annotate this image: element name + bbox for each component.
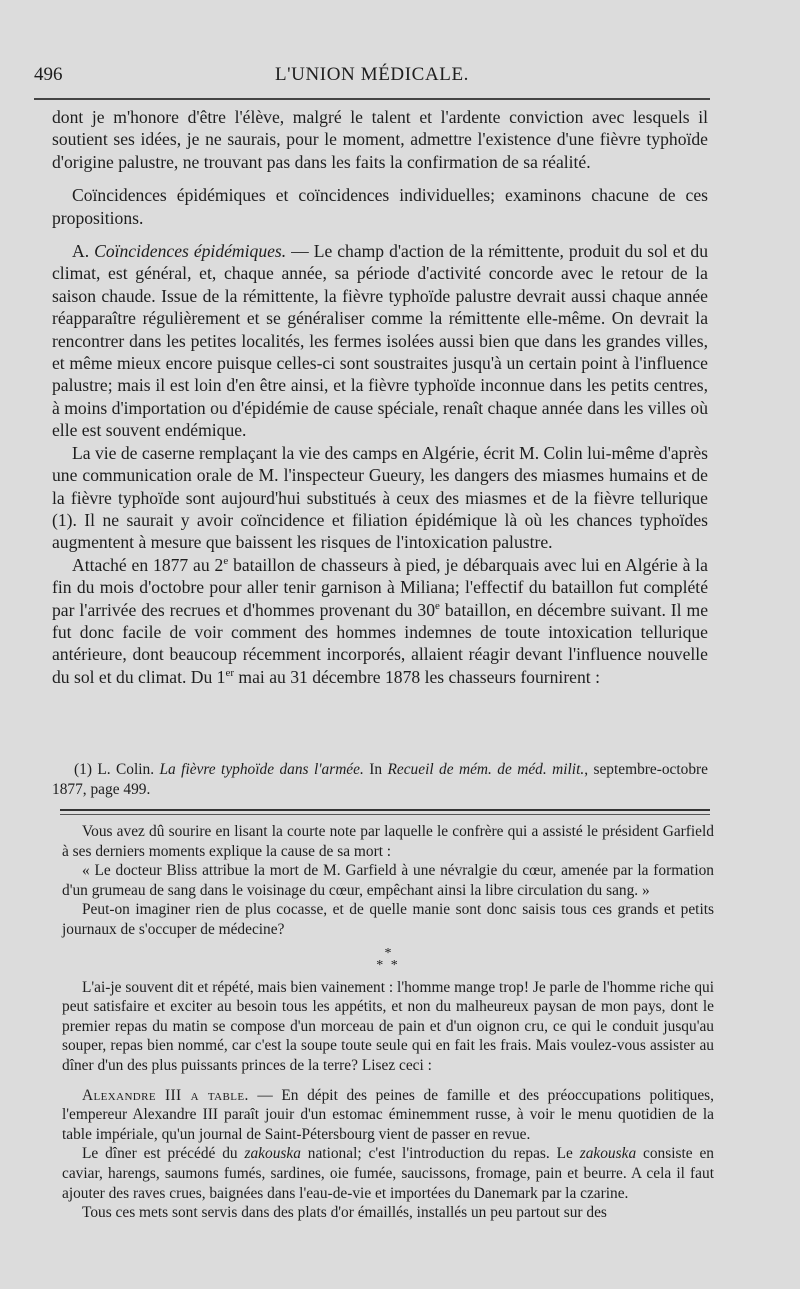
footnote-text-part: In	[363, 761, 388, 778]
footnote-title: La fièvre typhoïde dans l'armée.	[159, 761, 364, 778]
paragraph: L'ai-je souvent dit et répété, mais bien vainement : l'homme mange trop! Je parle de l'homme riche qui peut satisfaire et exciter au besoin tous les appétits, et non du malheureux paysan de mon pays, dont le premier repas du matin se compose d'un morceau de pain et d'un oignon cru, ce qui le conduit jusqu'au souper, repas bien nommé, car c'est la soupe toute seule qui en fait les frais. Mais voulez-vous assister au dîner d'un des plus puissants princes de la terre? Lisez ceci :	[62, 978, 714, 1074]
paragraph	[62, 1086, 714, 1145]
paragraph	[52, 554, 708, 688]
footnote	[52, 760, 708, 799]
paragraph: Peut-on imaginer rien de plus cocasse, et de quelle manie sont donc saisis tous ces grands et petits journaux de s'occuper de médecine?	[62, 901, 714, 938]
page-number: 496	[34, 64, 63, 85]
asterism-bottom: * *	[376, 957, 400, 973]
paragraph: Tous ces mets sont servis dans des plats d'or émaillés, installés un peu partout sur des	[82, 1204, 607, 1222]
section-heading: Coïncidences épidémiques.	[94, 241, 287, 262]
main-text	[52, 106, 708, 688]
paragraph-text: bataillon de chasseurs à pied, je débarquais avec lui en Algérie à la fin du mois d'octobre pour aller tenir garnison à Miliana; l'effectif du bataillon fut complété par l'arrivée des recrues et d'hommes provenant du 30	[52, 554, 708, 620]
header-rule	[34, 98, 710, 100]
footnote-ref: (1) L. Colin.	[74, 761, 160, 778]
superscript: er	[225, 666, 235, 679]
paragraph-text: Le dîner est précédé du	[82, 1145, 245, 1163]
footnote-source: Recueil de mém. de méd. milit.	[387, 761, 585, 778]
asterism-top: *	[384, 945, 392, 961]
asterism	[62, 945, 714, 973]
italic-term: zakouska	[244, 1145, 301, 1163]
paragraph: Coïncidences épidémiques et coïncidences individuelles; examinons chacune de ces propositions.	[52, 185, 708, 228]
section-letter: A.	[72, 241, 95, 262]
paragraph	[62, 1144, 714, 1203]
superscript: e	[435, 599, 440, 612]
paragraph: dont je m'honore d'être l'élève, malgré le talent et l'ardente conviction avec lesquels il soutient ses idées, je ne saurais, pour le moment, admettre l'existence d'une fièvre typhoïde d'origine palustre, ne trouvant pas dans les faits la confirmation de sa réalité.	[52, 107, 708, 172]
chronicle-section	[62, 822, 714, 1223]
paragraph: La vie de caserne remplaçant la vie des camps en Algérie, écrit M. Colin lui-même d'après une communication orale de M. l'inspecteur Gueury, les dangers des miasmes humains et de la fièvre typhoïde sont aujourd'hui substitués à ceux des miasmes et de la fièvre tellurique (1). Il ne saurait y avoir coïncidence et filiation épidémique là où les chances typhoïdes augmentent à mesure que baissent les risques de l'intoxication palustre.	[52, 442, 708, 553]
quote-paragraph: « Le docteur Bliss attribue la mort de M. Garfield à une névralgie du cœur, amenée par la formation d'un grumeau de sang dans le voisinage du cœur, empêchant ainsi la libre circulation du sang. »	[62, 862, 714, 899]
running-title: L'UNION MÉDICALE.	[274, 64, 470, 85]
paragraph-text: Attaché en 1877 au 2	[72, 554, 224, 575]
footnote-text-part: , septembre-octobre 1877, page 499.	[52, 761, 709, 798]
page-header	[34, 64, 710, 94]
paragraph-text: consiste en caviar, harengs, saumons fumés, sardines, oie fumée, saucissons, fromage, pain et beurre. A cela il faut ajouter des raves crues, baignées dans l'eau-de-vie et importées du Danemark par la czarine.	[62, 1145, 714, 1202]
paragraph-text: national; c'est l'introduction du repas. Le	[300, 1145, 580, 1163]
italic-term: zakouska	[579, 1145, 637, 1163]
article-lead: Alexandre III a table.	[82, 1086, 249, 1104]
paragraph-text: — Le champ d'action de la rémittente, produit du sol et du climat, est général, et, chaque année, sa période d'activité concorde avec le retour de la saison chaude. Issue de la rémittente, la fièvre typhoïde palustre devrait aussi chaque année réapparaître régulièrement et se généraliser comme la rémittente elle-même. On devrait la rencontrer dans les petites localités, les fermes isolées aussi bien que dans les grandes villes, et même mieux encore puisque celles-ci sont soustraites jusqu'à un certain point à l'influence palustre; mais il est loin d'en être ainsi, et la fièvre typhoïde inconnue dans les petits centres, à moins d'importation ou d'épidémie de cause spéciale, renaît chaque année dans les villes où elle est souvent endémique.	[52, 241, 708, 441]
footnote-text	[52, 760, 708, 799]
superscript: e	[223, 554, 229, 567]
paragraph: Vous avez dû sourire en lisant la courte note par laquelle le confrère qui a assisté le président Garfield à ses derniers moments explique la cause de sa mort :	[62, 823, 714, 860]
section-divider	[60, 809, 710, 815]
paragraph	[52, 240, 708, 442]
paragraph-text: bataillon, en décembre suivant. Il me fut donc facile de voir comment des hommes indemnes de toute intoxication tellurique antérieure, dont beaucoup récemment incorporés, allaient réagir devant l'influence nouvelle du sol et du climat. Du 1	[52, 599, 708, 687]
paragraph-text: mai au 31 décembre 1878 les chasseurs fournirent :	[234, 666, 600, 687]
paragraph-text: — En dépit des peines de famille et des préoccupations politiques, l'empereur Alexandre III paraît jouir d'un estomac éminemment russe, à voir le menu quotidien de la table impériale, qu'un journal de Saint-Pétersbourg vient de passer en revue.	[62, 1086, 715, 1143]
